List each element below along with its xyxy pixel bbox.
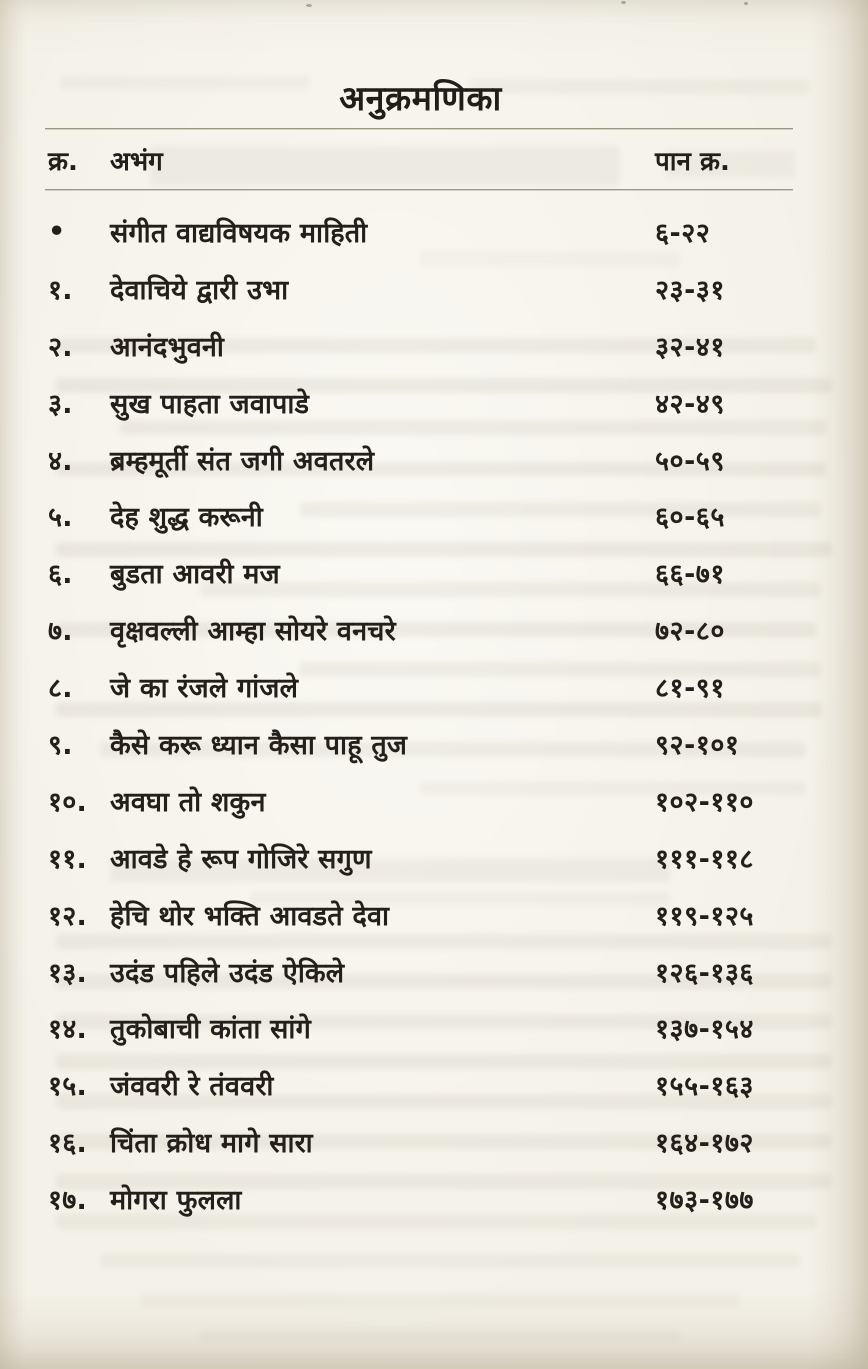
entry-serial: १६.	[48, 1128, 87, 1160]
page-title: अनुक्रमणिका	[339, 79, 502, 119]
column-header-serial: क्र.	[48, 147, 78, 177]
entry-page-range: १०२-११०	[655, 786, 754, 818]
header-rule-top	[45, 128, 793, 129]
entry-title: मोगरा फुलला	[110, 1185, 242, 1217]
entry-page-range: ९२-१०१	[655, 729, 740, 761]
entry-page-range: ४२-४९	[655, 388, 725, 420]
toc-row	[48, 1056, 793, 1113]
entry-serial: १.	[48, 274, 73, 306]
entry-page-range: १३७-१५४	[655, 1014, 754, 1046]
column-header-abhang: अभंग	[110, 147, 163, 177]
entry-page-range: १७३-१७७	[655, 1185, 754, 1217]
toc-row	[48, 943, 793, 1000]
toc-row	[48, 260, 793, 317]
entry-page-range: ८१-९१	[655, 673, 725, 705]
entry-title: उदंड पहिले उदंड ऐकिले	[110, 957, 345, 989]
entry-page-range: ११९-१२५	[655, 900, 754, 932]
scan-speck	[306, 4, 312, 7]
entry-serial: ६.	[48, 559, 73, 591]
entry-serial: १३.	[48, 957, 87, 989]
toc-header-row	[48, 142, 793, 178]
entry-page-range: ७२-८०	[655, 616, 725, 648]
entry-page-range: २३-३१	[655, 274, 725, 306]
toc-row	[48, 772, 793, 829]
toc-row	[48, 601, 793, 658]
header-rule-bottom	[45, 189, 793, 190]
entry-serial: ५.	[48, 502, 73, 534]
entry-serial: १४.	[48, 1014, 87, 1046]
entry-title: जंववरी रे तंववरी	[110, 1071, 274, 1103]
entry-title: हेचि थोर भक्ति आवडते देवा	[110, 900, 390, 932]
toc-row	[48, 829, 793, 886]
entry-title: वृक्षवल्ली आम्हा सोयरे वनचरे	[110, 616, 396, 648]
scan-speck	[621, 1, 626, 4]
entry-title: कैसे करू ध्यान कैसा पाहू तुज	[110, 729, 408, 761]
entry-title: देवाचिये द्वारी उभा	[110, 274, 289, 306]
entry-title: सुख पाहता जवापाडे	[110, 388, 310, 420]
entry-serial: ३.	[48, 388, 73, 420]
entry-serial: ८.	[48, 673, 73, 705]
entry-title: अवघा तो शकुन	[110, 786, 266, 818]
entry-title: देह शुद्ध करूनी	[110, 502, 263, 534]
toc-row	[48, 317, 793, 374]
entry-serial: ९.	[48, 729, 73, 761]
entry-title: बुडता आवरी मज	[110, 559, 280, 591]
toc-row	[48, 1113, 793, 1170]
toc-row	[48, 658, 793, 715]
toc-row	[48, 999, 793, 1056]
entry-page-range: १६४-१७२	[655, 1128, 754, 1160]
entry-title: चिंता क्रोध मागे सारा	[110, 1128, 313, 1160]
column-header-page: पान क्र.	[655, 147, 730, 177]
toc-entries	[48, 203, 793, 1227]
entry-serial: १२.	[48, 900, 87, 932]
entry-page-range: ६-२२	[655, 217, 711, 249]
toc-row	[48, 715, 793, 772]
entry-page-range: ५०-५९	[655, 445, 725, 477]
toc-row	[48, 487, 793, 544]
entry-page-range: १५५-१६३	[655, 1071, 754, 1103]
entry-serial: •	[48, 215, 66, 247]
toc-row	[48, 374, 793, 431]
scan-speck	[744, 2, 748, 5]
toc-row	[48, 203, 793, 260]
entry-serial: ७.	[48, 616, 73, 648]
toc-row	[48, 544, 793, 601]
entry-title: आनंदभुवनी	[110, 331, 225, 363]
entry-title: आवडे हे रूप गोजिरे सगुण	[110, 843, 372, 875]
entry-title: जे का रंजले गांजले	[110, 673, 299, 705]
entry-page-range: १२६-१३६	[655, 957, 754, 989]
toc-row	[48, 431, 793, 488]
entry-serial: १०.	[48, 786, 87, 818]
toc-row	[48, 1170, 793, 1227]
entry-serial: ४.	[48, 445, 73, 477]
entry-serial: ११.	[48, 843, 87, 875]
entry-title: तुकोबाची कांता सांगे	[110, 1014, 312, 1046]
entry-serial: १५.	[48, 1071, 87, 1103]
entry-title: ब्रम्हमूर्ती संत जगी अवतरले	[110, 445, 375, 477]
entry-page-range: ३२-४१	[655, 331, 725, 363]
entry-page-range: ६०-६५	[655, 502, 725, 534]
entry-page-range: १११-११८	[655, 843, 754, 875]
entry-serial: १७.	[48, 1185, 87, 1217]
entry-serial: २.	[48, 331, 73, 363]
toc-row	[48, 886, 793, 943]
entry-title: संगीत वाद्यविषयक माहिती	[110, 217, 368, 249]
entry-page-range: ६६-७१	[655, 559, 725, 591]
